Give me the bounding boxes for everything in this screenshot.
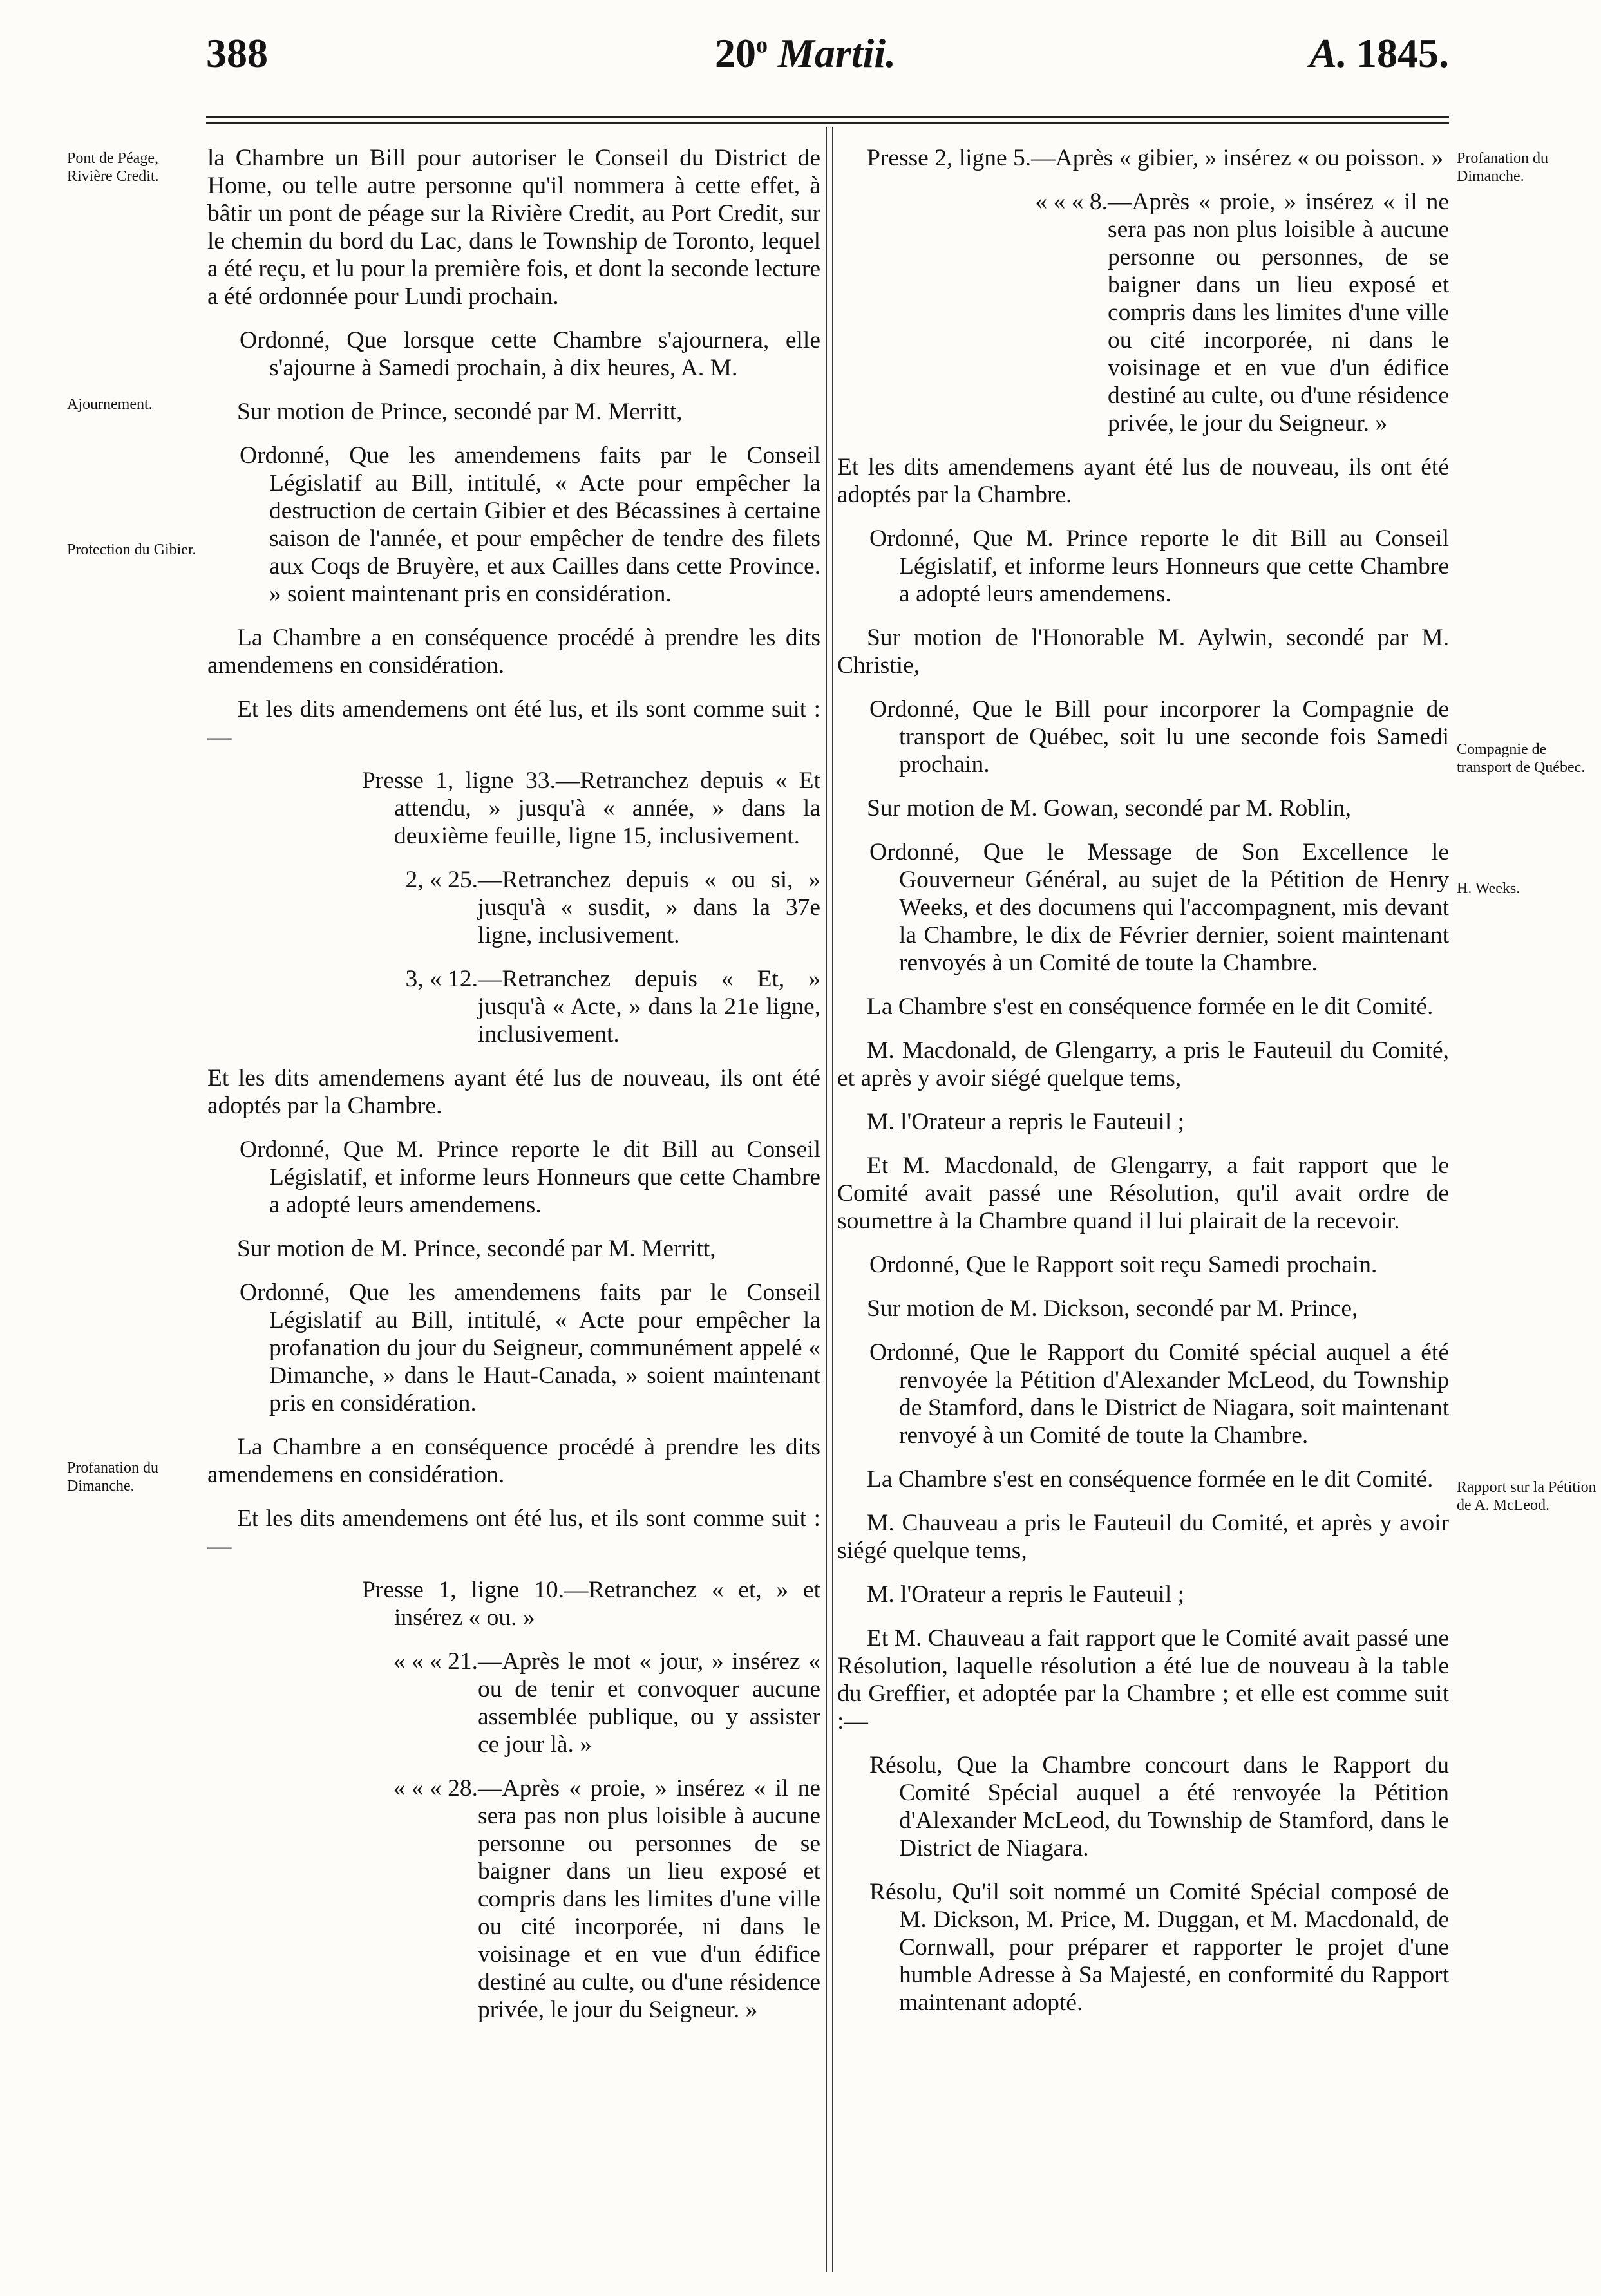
amendment-dimanche-3	[207, 1774, 820, 2024]
page-header	[206, 30, 1449, 88]
header-day-sup: o	[756, 32, 768, 58]
amendment-dimanche-5-lead: « « « 8.	[1035, 189, 1108, 215]
paragraph-pont-peage-bill: la Chambre un Bill pour autoriser le Conseil du District de Home, ou telle autre personne qu'il nommera à cette effet, à bâtir un pont de péage sur la Rivière Credit, au Port Credit, sur le chemin du bord du Lac, dans le Township de Toronto, lequel a été reçu, et lu pour la première fois, et dont la seconde lecture a été ordonnée pour Lundi prochain.	[207, 145, 820, 310]
amendment-dimanche-2-text: —Après le mot « jour, » insérez « ou de tenir et convoquer aucune assemblée publique, ou y assister ce jour là. »	[478, 1648, 820, 1758]
header-rule-top	[206, 116, 1449, 118]
left-column	[207, 144, 820, 2040]
paragraph-macdonald-chair: M. Macdonald, de Glengarry, a pris le Fauteuil du Comité, et après y avoir siégé quelque tems,	[837, 1037, 1449, 1091]
paragraph-committee-formed-2: La Chambre s'est en conséquence formée en le dit Comité.	[867, 1466, 1434, 1492]
paragraph-macdonald-report: Et M. Macdonald, de Glengarry, a fait rapport que le Comité avait passé une Résolution, qu'il avait ordre de soumettre à la Chambre quand il lui plairait de la recevoir.	[837, 1153, 1449, 1234]
amendment-gibier-1: Presse 1, ligne 33.—Retranchez depuis « Et attendu, » jusqu'à « année, » dans la deuxième feuille, ligne 15, inclusivement.	[362, 767, 820, 849]
amendment-dimanche-5-text: —Après « proie, » insérez « il ne sera pas non plus loisible à aucune personne ou personnes, de se baigner dans un lieu exposé et compris dans les limites d'une ville ou cité incorporée, ni dans le voisinage et en vue d'un édifice destiné au culte, ou d'une résidence privée, le jour du Seigneur. »	[1108, 189, 1449, 437]
paragraph-motion-gowan: Sur motion de M. Gowan, secondé par M. Roblin,	[867, 795, 1351, 822]
amendment-gibier-3-lead: 3, « 12.	[405, 966, 478, 992]
paragraph-gibier-order: Ordonné, Que les amendemens faits par le Conseil Législatif au Bill, intitulé, « Acte pour empêcher la destruction de certain Gibier et des Bécassines à certaine saison de l'année, et pour empêcher de tendre des filets aux Coqs de Bruyère, et aux Cailles dans cette Province. » soient maintenant pris en considération.	[240, 442, 820, 607]
amendment-gibier-2-lead: 2, « 25.	[405, 867, 478, 893]
header-date	[715, 30, 896, 77]
amendment-gibier-2-text: —Retranchez depuis « ou si, » jusqu'à « susdit, » dans la 37e ligne, inclusivement.	[478, 867, 820, 948]
header-year: 1845.	[1356, 30, 1449, 76]
margin-note-protection-gibier: Protection du Gibier.	[67, 541, 196, 558]
amendment-gibier-3-text: —Retranchez depuis « Et, » jusqu'à « Acte, » dans la 21e ligne, inclusivement.	[478, 966, 820, 1048]
amendment-dimanche-5	[837, 188, 1449, 437]
paragraph-dimanche-order: Ordonné, Que les amendemens faits par le Conseil Législatif au Bill, intitulé, « Acte pour empêcher la profanation du jour du Seigneur, communément appelé « Dimanche, » dans le Haut-Canada, » soient maintenant pris en considération.	[240, 1279, 820, 1416]
paragraph-resolu-1: Résolu, Que la Chambre concourt dans le Rapport du Comité Spécial auquel a été renvoyée la Pétition d'Alexander McLeod, du Township de Stamford, dans le District de Niagara.	[869, 1752, 1449, 1861]
margin-note-compagnie-transport: Compagnie de transport de Québec.	[1457, 741, 1586, 776]
paragraph-quebec-transport-order: Ordonné, Que le Bill pour incorporer la Compagnie de transport de Québec, soit lu une seconde fois Samedi prochain.	[869, 696, 1449, 778]
header-rule-bottom	[206, 122, 1449, 124]
header-month: Martii.	[778, 30, 896, 76]
paragraph-motion-prince-merritt-2: Sur motion de M. Prince, secondé par M. Merritt,	[237, 1236, 716, 1262]
paragraph-adopted-2: Et les dits amendemens ayant été lus de nouveau, ils ont été adoptés par la Chambre.	[837, 454, 1449, 508]
amendment-dimanche-3-lead: « « « 28.	[393, 1775, 478, 1802]
paragraph-orateur-1: M. l'Orateur a repris le Fauteuil ;	[867, 1109, 1185, 1135]
paragraph-chauveau-chair: M. Chauveau a pris le Fauteuil du Comité, et après y avoir siégé quelque tems,	[837, 1510, 1449, 1564]
column-divider-right	[832, 127, 833, 2272]
amendment-dimanche-3-text: —Après « proie, » insérez « il ne sera pas non plus loisible à aucune personne ou personnes de se baigner dans un lieu exposé et compris dans les limites d'une ville ou cité incorporée, ni dans le voisinage et en vue d'un édifice destiné au culte, ou d'une résidence privée, le jour du Seigneur. »	[478, 1775, 820, 2023]
amendment-gibier-2	[207, 866, 820, 949]
paragraph-orateur-2: M. l'Orateur a repris le Fauteuil ;	[867, 1581, 1185, 1608]
paragraph-adopted-1: Et les dits amendemens ayant été lus de nouveau, ils ont été adoptés par la Chambre.	[207, 1065, 820, 1119]
paragraph-motion-aylwin: Sur motion de l'Honorable M. Aylwin, secondé par M. Christie,	[837, 625, 1449, 679]
paragraph-committee-formed-1: La Chambre s'est en conséquence formée en le dit Comité.	[867, 993, 1434, 1020]
amendment-gibier-3	[207, 965, 820, 1048]
margin-note-h-weeks: H. Weeks.	[1457, 880, 1520, 897]
header-year-prefix: A.	[1309, 30, 1347, 76]
right-column	[837, 144, 1449, 2033]
paragraph-resolu-2: Résolu, Qu'il soit nommé un Comité Spécial composé de M. Dickson, M. Price, M. Duggan, et M. Macdonald, de Cornwall, pour préparer et rapporter le projet d'une humble Adresse à Sa Majesté, en conformité du Rapport maintenant adopté.	[869, 1879, 1449, 2016]
header-day: 20	[715, 30, 756, 76]
paragraph-amendments-read-1: Et les dits amendemens ont été lus, et ils sont comme suit :—	[207, 696, 820, 750]
paragraph-ajournement-order: Ordonné, Que lorsque cette Chambre s'ajournera, elle s'ajourne à Samedi prochain, à dix heures, A. M.	[240, 327, 820, 381]
paragraph-weeks-order: Ordonné, Que le Message de Son Excellence le Gouverneur Général, au sujet de la Pétition de Henry Weeks, et des documens qui l'accompagnent, mis devant la Chambre, le dix de Février dernier, soient maintenant renvoyés à un Comité de toute la Chambre.	[869, 839, 1449, 976]
paragraph-mcleod-order: Ordonné, Que le Rapport du Comité spécial auquel a été renvoyée la Pétition d'Alexander McLeod, du Township de Stamford, dans le District de Niagara, soit maintenant renvoyé à un Comité de toute la Chambre.	[869, 1339, 1449, 1449]
page-number: 388	[206, 30, 268, 76]
column-divider-left	[826, 127, 827, 2272]
amendment-dimanche-2	[207, 1648, 820, 1758]
amendment-dimanche-2-lead: « « « 21.	[393, 1648, 478, 1675]
margin-note-rapport-mcleod: Rapport sur la Pétition de A. McLeod.	[1457, 1479, 1596, 1514]
paragraph-rapport-samedi: Ordonné, Que le Rapport soit reçu Samedi prochain.	[869, 1252, 1378, 1278]
paragraph-consideration-1: La Chambre a en conséquence procédé à prendre les dits amendemens en considération.	[207, 625, 820, 679]
header-year-block	[1309, 30, 1449, 77]
paragraph-chauveau-report: Et M. Chauveau a fait rapport que le Comité avait passé une Résolution, laquelle résolution a été lue de nouveau à la table du Greffier, et adoptée par la Chambre ; et elle est comme suit :—	[837, 1625, 1449, 1735]
paragraph-consideration-2: La Chambre a en conséquence procédé à prendre les dits amendemens en considération.	[207, 1434, 820, 1488]
margin-note-ajournement: Ajournement.	[67, 396, 153, 413]
paragraph-motion-prince-merritt: Sur motion de Prince, secondé par M. Merritt,	[237, 399, 683, 425]
margin-note-profanation-dimanche-right: Profanation du Dimanche.	[1457, 150, 1548, 185]
paragraph-prince-reports-1: Ordonné, Que M. Prince reporte le dit Bill au Conseil Législatif, et informe leurs Honneurs que cette Chambre a adopté leurs amendemens.	[240, 1136, 820, 1218]
paragraph-amendments-read-2: Et les dits amendemens ont été lus, et ils sont comme suit :—	[207, 1505, 820, 1559]
margin-note-pont-de-peage: Pont de Péage, Rivière Credit.	[67, 150, 159, 185]
margin-note-profanation-dimanche-left: Profanation du Dimanche.	[67, 1460, 158, 1494]
paragraph-prince-reports-2: Ordonné, Que M. Prince reporte le dit Bill au Conseil Législatif, et informe leurs Honneurs que cette Chambre a adopté leurs amendemens.	[869, 525, 1449, 607]
amendment-dimanche-1: Presse 1, ligne 10.—Retranchez « et, » et insérez « ou. »	[362, 1577, 820, 1631]
paragraph-motion-dickson: Sur motion de M. Dickson, secondé par M. Prince,	[867, 1295, 1358, 1322]
amendment-dimanche-4: Presse 2, ligne 5.—Après « gibier, » insérez « ou poisson. »	[867, 145, 1444, 171]
